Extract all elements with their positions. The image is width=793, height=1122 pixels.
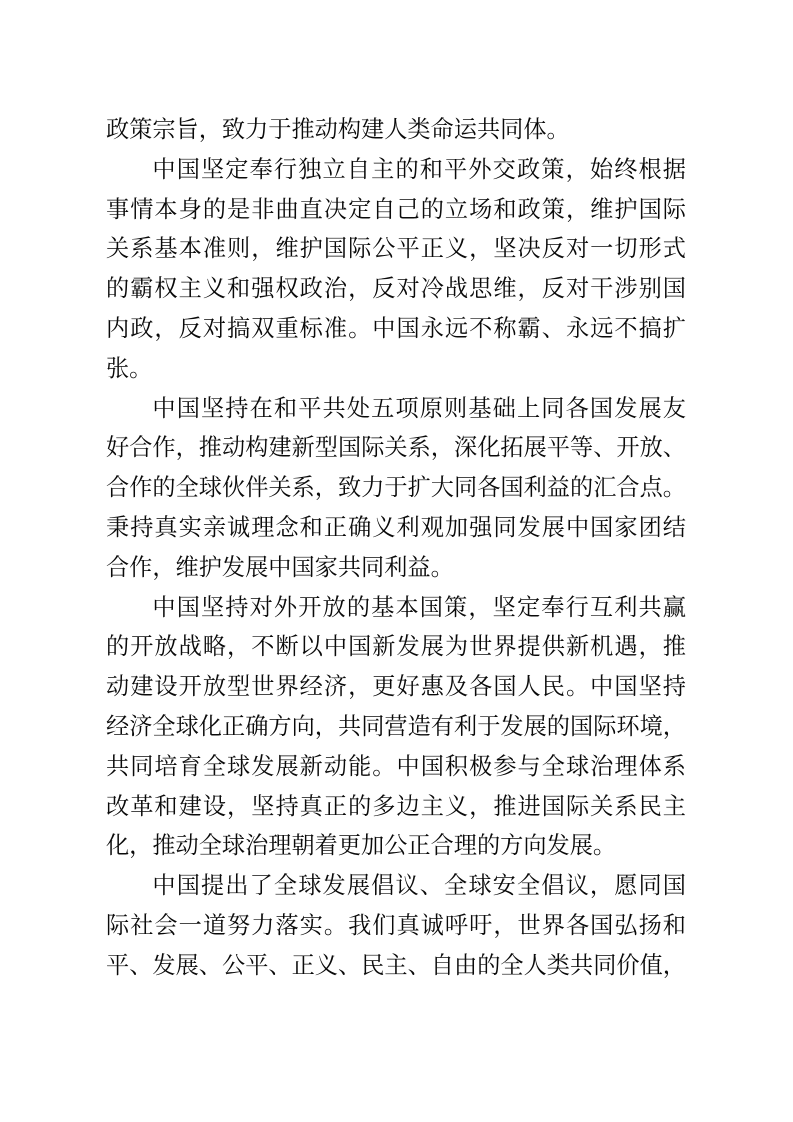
- text-line: 平、发展、公平、正义、民主、自由的全人类共同价值，: [106, 952, 686, 979]
- body-text: [106, 111, 686, 987]
- text-line: 中国坚持对外开放的基本国策，坚定奉行互利共赢: [152, 594, 686, 621]
- text-line: 共同培育全球发展新动能。中国积极参与全球治理体系: [106, 753, 686, 780]
- text-line: 秉持真实亲诚理念和正确义利观加强同发展中国家团结: [106, 514, 686, 541]
- text-line: 化，推动全球治理朝着更加公正合理的方向发展。: [106, 833, 617, 860]
- text-line: 合作，维护发展中国家共同利益。: [106, 554, 454, 581]
- text-line: 张。: [106, 355, 153, 382]
- text-line: 好合作，推动构建新型国际关系，深化拓展平等、开放、: [106, 435, 686, 462]
- text-line: 中国坚持在和平共处五项原则基础上同各国发展友: [152, 395, 686, 422]
- text-line: 的霸权主义和强权政治，反对冷战思维，反对干涉别国: [106, 276, 686, 303]
- text-line: 合作的全球伙伴关系，致力于扩大同各国利益的汇合点。: [106, 475, 686, 502]
- text-line: 改革和建设，坚持真正的多边主义，推进国际关系民主: [106, 793, 686, 820]
- text-line: 中国坚定奉行独立自主的和平外交政策，始终根据: [152, 156, 686, 183]
- text-line: 事情本身的是非曲直决定自己的立场和政策，维护国际: [106, 196, 686, 223]
- text-line: 政策宗旨，致力于推动构建人类命运共同体。: [106, 117, 570, 143]
- text-line: 关系基本准则，维护国际公平正义，坚决反对一切形式: [106, 236, 686, 263]
- text-line: 内政，反对搞双重标准。中国永远不称霸、永远不搞扩: [106, 315, 686, 342]
- text-line: 中国提出了全球发展倡议、全球安全倡议，愿同国: [152, 873, 686, 900]
- text-line: 动建设开放型世界经济，更好惠及各国人民。中国坚持: [106, 674, 686, 701]
- text-line: 经济全球化正确方向，共同营造有利于发展的国际环境，: [106, 713, 686, 740]
- text-line: 的开放战略，不断以中国新发展为世界提供新机遇，推: [106, 634, 686, 661]
- text-line: 际社会一道努力落实。我们真诚呼吁，世界各国弘扬和: [106, 912, 686, 939]
